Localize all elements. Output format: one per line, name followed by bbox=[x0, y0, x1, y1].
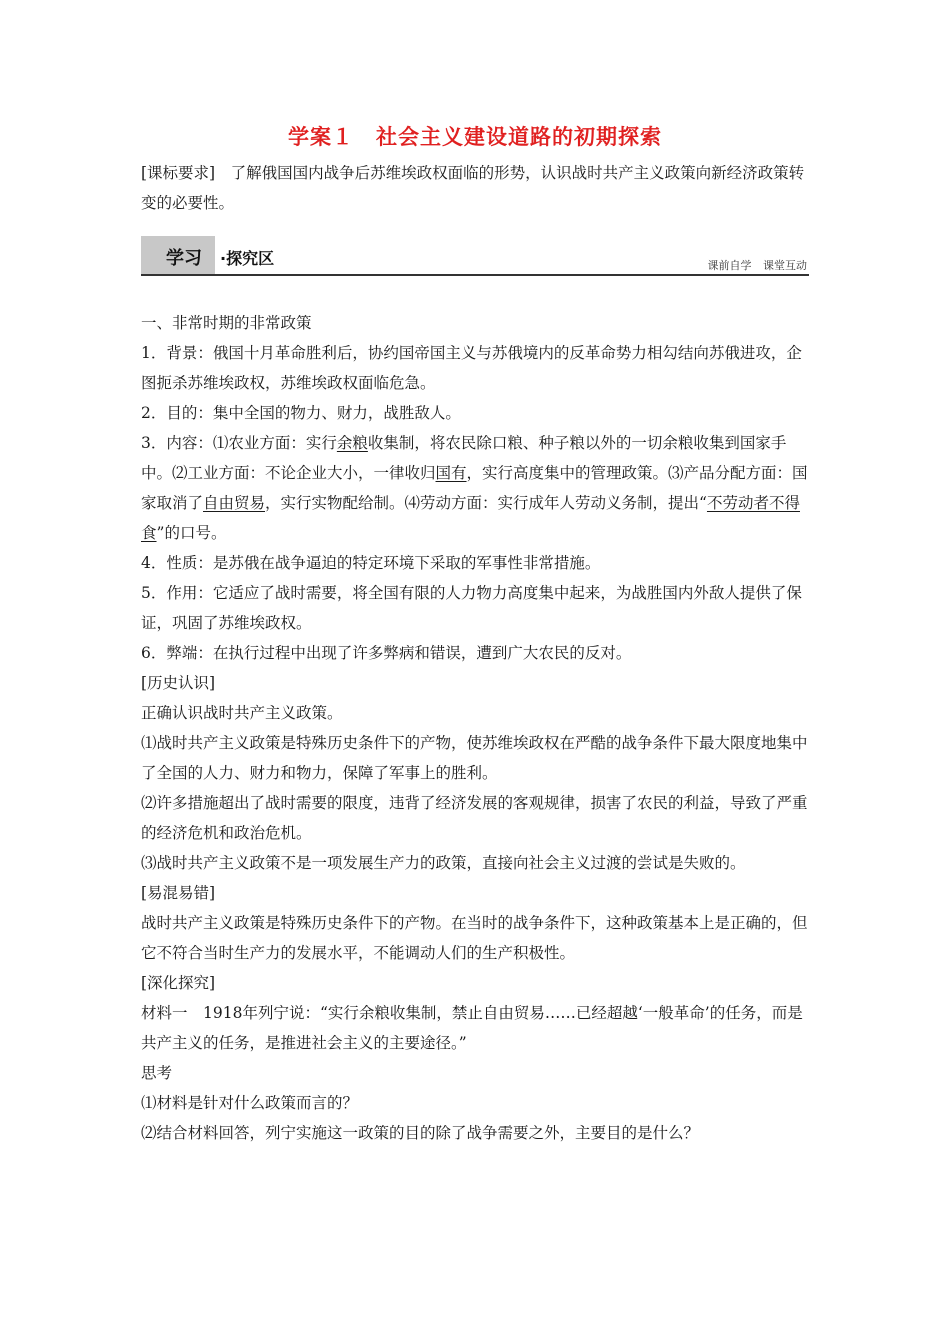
text-run: 收集制，将农民除口粮、种子粮以外的一切余粮收集到国家手中。⑵工业方面：不论企业大小，一律收归 bbox=[141, 434, 787, 482]
section-heading: 一、非常时期的非常政策 bbox=[141, 314, 312, 332]
banner-right-label: 课前自学 课堂互动 bbox=[707, 259, 807, 272]
history-point-3: ⑶战时共产主义政策不是一项发展生产力的政策，直接向社会主义过渡的尝试是失败的。 bbox=[141, 854, 746, 872]
paragraph-effect: 5．作用：它适应了战时需要，将全国有限的人力物力高度集中起来，为战胜国内外敌人提供了保证，巩固了苏维埃政权。 bbox=[141, 584, 802, 632]
main-content bbox=[141, 308, 813, 1148]
inquiry-label: [深化探究] bbox=[141, 974, 216, 992]
banner-main-label: 学习 bbox=[166, 248, 202, 269]
paragraph-content bbox=[141, 428, 813, 548]
history-point-2: ⑵许多措施超出了战时需要的限度，违背了经济发展的客观规律，损害了农民的利益，导致了严重的经济危机和政治危机。 bbox=[141, 794, 808, 842]
paragraph-drawbacks: 6．弊端：在执行过程中出现了许多弊病和错误，遭到广大农民的反对。 bbox=[141, 644, 632, 662]
section-banner bbox=[141, 236, 809, 276]
page-title: 学案１ 社会主义建设道路的初期探索 bbox=[288, 125, 662, 149]
underlined-term: 国有 bbox=[435, 464, 467, 482]
banner-sub-label: ·探究区 bbox=[220, 249, 275, 268]
inquiry-question-1: ⑴材料是针对什么政策而言的？ bbox=[141, 1094, 359, 1112]
history-point-1: ⑴战时共产主义政策是特殊历史条件下的产物，使苏维埃政权在严酷的战争条件下最大限度地集中了全国的人力、财力和物力，保障了军事上的胜利。 bbox=[141, 734, 808, 782]
paragraph-nature: 4．性质：是苏俄在战争逼迫的特定环境下采取的军事性非常措施。 bbox=[141, 554, 601, 572]
inquiry-think: 思考 bbox=[141, 1064, 173, 1082]
inquiry-question-2: ⑵结合材料回答，列宁实施这一政策的目的除了战争需要之外，主要目的是什么？ bbox=[141, 1124, 700, 1142]
history-label: [历史认识] bbox=[141, 674, 216, 692]
inquiry-material: 材料一 1918年列宁说：“实行余粮收集制，禁止自由贸易……已经超越‘一般革命’的任务，而是共产主义的任务，是推进社会主义的主要途径。” bbox=[141, 1004, 803, 1052]
paragraph-purpose: 2．目的：集中全国的物力、财力，战胜敌人。 bbox=[141, 404, 461, 422]
confusion-text: 战时共产主义政策是特殊历史条件下的产物。在当时的战争条件下，这种政策基本上是正确的，但它不符合当时生产力的发展水平，不能调动人们的生产积极性。 bbox=[141, 914, 808, 962]
text-run: 3．内容：⑴农业方面：实行 bbox=[141, 434, 337, 452]
requirement-label: [课标要求] bbox=[141, 164, 216, 182]
requirement-text: 了解俄国国内战争后苏维埃政权面临的形势，认识战时共产主义政策向新经济政策转变的必要性。 bbox=[141, 164, 805, 212]
text-run: ”的口号。 bbox=[156, 524, 227, 542]
underlined-term: 不劳动者不得食 bbox=[141, 494, 800, 542]
banner-divider bbox=[141, 274, 809, 276]
underlined-term: 余粮 bbox=[336, 434, 368, 452]
curriculum-requirement bbox=[141, 158, 813, 218]
text-run: ，实行实物配给制。⑷劳动方面：实行成年人劳动义务制，提出“ bbox=[265, 494, 707, 512]
underlined-term: 自由贸易 bbox=[203, 494, 266, 512]
paragraph-background: 1．背景：俄国十月革命胜利后，协约国帝国主义与苏俄境内的反革命势力相勾结向苏俄进攻，企图扼杀苏维埃政权，苏维埃政权面临危急。 bbox=[141, 344, 802, 392]
confusion-label: [易混易错] bbox=[141, 884, 216, 902]
history-intro: 正确认识战时共产主义政策。 bbox=[141, 704, 343, 722]
text-run: ，实行高度集中的管理政策。⑶产品分配方面：国家取消了 bbox=[141, 464, 808, 512]
